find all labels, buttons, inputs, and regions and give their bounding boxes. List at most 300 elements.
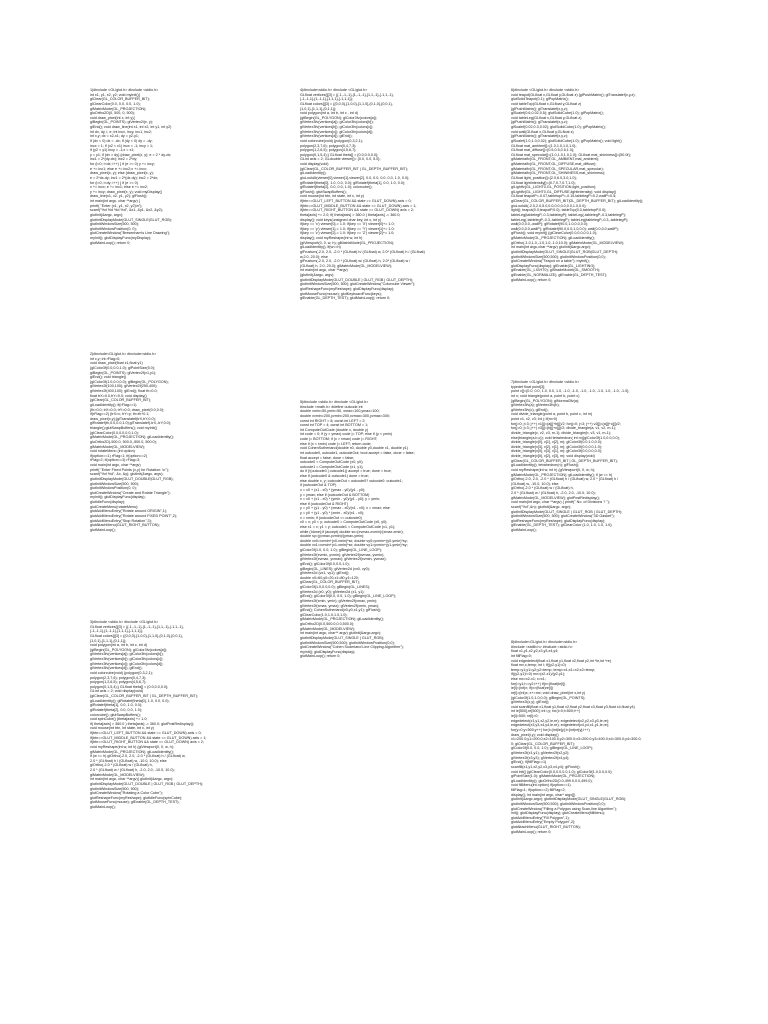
- code-line: divide_triangle(v[3], v[2], v[1], m); glColor3f(0.0,0.0,1.0);: [511, 444, 602, 449]
- code-line: if(btn==GLUT_RIGHT_BUTTON && state == GLUT_DOWN) axis = 2;: [300, 208, 414, 213]
- code-line: void tableLeg(GLfloat x,GLfloat y,GLfloat z): [511, 115, 582, 120]
- code-line: gluOrtho2D(0, 500, 0, 500);: [90, 111, 135, 116]
- code-line: typedef float point[3];: [511, 384, 546, 389]
- code-line: 2.0 * (GLfloat) w / (GLfloat) h, -2.0, 2.0, -10.0, 10.0);: [90, 768, 175, 772]
- code-line: glLoadIdentity(); if(rFlag==1): [90, 402, 137, 407]
- code-line: for(j=0; j<3; j++) v1[j]=(a[j]+b[j])/2; for(j=0; j<3; j++) v2[j]=(a[j]+c[j])/2;: [511, 421, 621, 426]
- code-line: void draw_pixel(int x, int y){: [90, 115, 135, 120]
- code-line: glMatrixMode(GL_PROJECTION); glLoadIdentity(); if (w <= h): [511, 472, 613, 477]
- code-line: int dx, dy, i, e; int incx, incy, inc1, inc2;: [90, 129, 152, 134]
- code-line: GLfloat colors[][3] = {{0,0,0},{1,0,0},{1,1,0},{0,1,0},{0,0,1},: [90, 633, 183, 638]
- code-line: int n; void triangle(point a, point b, point c): [511, 393, 580, 398]
- code-line: glEnable(GL_LIGHT0); glShadeModel(GL_SMOOTH);: [511, 268, 600, 273]
- code-line: glVertex2d (x0, y0); glVertex2d (x1, y1);: [300, 589, 365, 594]
- code-line: edgedetect(x3,y3,x4,y4,le,re); edgedetect(x4,y4,x1,y1,le,re);: [511, 723, 610, 728]
- code-line: glOrtho(-2.0 * (GLfloat) w / (GLfloat) h,: [90, 763, 153, 768]
- code-line: glClearColor(1.0,1.0,1.0,1.0);: [300, 612, 348, 617]
- code-line: e = 2*dx-dy; inc1 = 2*(dx-dy); inc2 = 2*dx;: [90, 175, 159, 180]
- code-line: glutMouseFunc(mouse); glutKeyboardFunc(keys);: [300, 291, 382, 296]
- code-line: int ComputeOutCode (double x, double y): [300, 427, 369, 432]
- code-line: glutCreateWindow("Bresenham's Line Drawing");: [90, 231, 171, 236]
- program-3-code-block: [90, 620, 318, 810]
- code-line: {glViewport(0, 0, w, h); glMatrixMode(GL_PROJECTION);: [300, 240, 394, 245]
- code-line: glColor3f(1.0,0.0,0.0); glBegin(GL_LINES);: [300, 585, 371, 589]
- code-line: 2)#include<GL/glut.h> #include<stdio.h>: [90, 352, 157, 356]
- code-line: glVertex3fv(vertices[b]); glColor3fv(colors[c]);: [90, 657, 164, 661]
- code-line: if(rFlag==2) {trX=x; trY=y; th=th+0.1;: [90, 412, 150, 417]
- code-line: void divide_triangle(point a, point b, point c, int m): [511, 412, 593, 417]
- code-line: 2.0 * (GLfloat) h / (GLfloat) w, -10.0, 10.0); else: [90, 758, 167, 763]
- code-line: {glPushMatrix(); glTranslatef(x,y,z);: [511, 106, 568, 111]
- code-line: divide_triangle(v[0], v[3], v[1], m); glColor3f(0.0,0.0,0.0);: [511, 449, 602, 454]
- code-line: glutReshapeFunc(myReshape); glutIdleFunc(spinCube);: [90, 795, 183, 800]
- code-line: glOrtho(-2.0, 2.0, -2.0 * (GLfloat) h / (GLfloat) w, 2.0 * (GLfloat) h /: [511, 477, 619, 482]
- code-line: glMaterialfv(GL_FRONT,GL_DIFFUSE,mat_diffuse);: [511, 162, 597, 166]
- code-line: for(y=0;y<500;y++) for(i=(int)le[y];i<(int)re[y];i++): [511, 727, 590, 732]
- code-line: 7)#include <GL/glut.h> #include <stdio.h>: [511, 380, 580, 384]
- code-line: glVertex3fv(a); glVertex3fv(b);: [511, 403, 560, 408]
- code-line: x = xmin; if (outcodeOut == outcode0): [300, 515, 362, 520]
- code-line: int main(int argc,char **argv) glutInit(&argc,argv);: [511, 245, 591, 250]
- code-line: for(j=0; j<3; j++) v3[j]=(b[j]+c[j])/2; divide_triangle(a, v1, v2, m-1);: [511, 426, 616, 431]
- code-line: glMatrixMode(GL_PROJECTION);: [90, 106, 147, 111]
- code-line: edgedetect(x1,y1,x2,y2,le,re); edgedetect(x2,y2,x3,y3,le,re);: [511, 718, 610, 723]
- code-line: 1)#include <GL/glut.h> #include <stdio.h>: [90, 88, 159, 92]
- code-line: glVertex3fv(vertices[d]); glEnd();: [90, 666, 143, 671]
- code-line: glEnable(GL_DEPTH_TEST); glutMainLoop(); return 0;: [300, 296, 391, 301]
- code-line: glutInitWindowSize(500,500); glutInitWindowPosition(0,0);: [300, 640, 395, 645]
- code-line: glutCreateWindow("Filling a Polygon using Scan-line Algorithm");: [511, 806, 617, 811]
- code-line: void polygon(int a, int b, int c, int d): [90, 643, 147, 648]
- code-line: glRotatef(theta[2], 0.0, 0.0, 1.0); colorcube();: [300, 185, 373, 190]
- code-line: glEnd(); CohenSutherland(x0,y0,x1,y1); glFlush();: [300, 608, 382, 613]
- code-line: fillFlag=1; if(option==2) fillFlag=2;: [511, 788, 566, 792]
- code-line: le[i]=(int)x; if(x>(float)re[i]): [511, 686, 554, 691]
- code-line: else(triangle(a,b,c)); void tetrahedron( int m){glColor3f(1.0,0.0,0.0);: [511, 435, 620, 440]
- code-line: glutAddMenuEntry("Stop Rotation",3);: [90, 518, 152, 523]
- code-line: glClear(GL_COLOR_BUFFER_BIT|GL_DEPTH_BUFFER_BIT); glLoadIdentity();: [511, 199, 644, 203]
- code-line: glColor3f(1.0, 0.0, 1.0); glBegin(GL_LINE_LOOP);: [300, 548, 382, 552]
- code-line: myInit(); glutDisplayFunc(display);: [90, 495, 146, 500]
- code-line: float mx,x,temp; int i; if((y2-y1)<0): [511, 663, 566, 668]
- code-line: void mouse(int btn, int state, int x, int y): [90, 726, 154, 731]
- code-line: int fillFlag=0;: [511, 653, 532, 658]
- code-line: glutAddMenuEntry("Fill Polygon",1);: [511, 815, 570, 820]
- code-line: if(btn==GLUT_LEFT_BUTTON && state == GLUT_DOWN) axis = 0;: [90, 731, 202, 735]
- code-line: if(key == 'y') viewer[1]-= 1.0; if(key == 'Y') viewer[1]+= 1.0;: [300, 226, 395, 231]
- code-line: polygon(2,3,7,6); polygon(0,4,7,3);: [300, 143, 357, 148]
- code-line: glLoadIdentity(); tetrahedron(n); glFlush();: [511, 463, 580, 468]
- code-line: glClear(GL_COLOR_BUFFER_BIT);: [90, 97, 150, 102]
- code-line: void myReshape(int w, int h) {glViewport(0, 0, w, h);: [511, 467, 595, 472]
- code-line: glClearColor(0.0, 0.0, 0.0, 1.0);: [90, 101, 141, 106]
- code-line: if(btn==GLUT_LEFT_BUTTON && state == GLUT_DOWN) axis = 0;: [300, 199, 412, 203]
- program-4-code-block: [300, 88, 528, 301]
- code-line: tableLeg(-tablelegP,-0.3,-tablelegP); tableLeg(tablelegP,-0.3,-tablelegP);: [511, 217, 629, 222]
- code-line: void colorcube(void) {polygon(0,3,2,1);: [90, 670, 153, 675]
- code-line: if( theta[axis] > 360.0 ) theta[axis] -= 360.0; glutPostRedisplay();: [90, 721, 195, 726]
- code-line: display(); void keys(unsigned char key, int x, int y): [300, 217, 382, 222]
- code-line: outcode0 = ComputeOutCode (x0, y0);: [300, 460, 364, 465]
- code-line: if(btn==GLUT_RIGHT_BUTTON && state == GLUT_DOWN) axis = 2;: [90, 740, 204, 745]
- program-1-code-block: [90, 88, 318, 245]
- code-line: if((y2-y1)!=0) mx=(x2-x1)/(y2-y1);: [511, 672, 566, 677]
- code-line: 6)#include <GL/glut.h> #include <stdio.h>: [511, 88, 580, 92]
- code-line: polygon(0,1,5,4);} GLfloat theta[] = {0.0,0.0,0.0};: [300, 152, 379, 157]
- code-line: glRotatef(th,0.0,0.0,1.0);glTranslatef(-trX,-trY,0.0);: [90, 421, 171, 426]
- code-line: glVertex3fv(vertices[c]); glColor3fv(colors[d]);: [300, 129, 374, 134]
- code-line: for (i=0; i<dx; i++) { if (e >= 0) y += incy;: [90, 162, 155, 166]
- code-line: glVertex3fv(vertices[a]); glColor3fv(colors[b]);: [300, 120, 374, 125]
- code-line: #include <math.h> #define outcode int: [300, 404, 363, 409]
- code-line: else mx=x2-x1; x=x1;: [511, 677, 546, 681]
- code-line: glutInitWindowSize(500, 500);: [90, 222, 139, 227]
- code-line: glBegin(GL_POINTS); glVertex2i(x, y);: [90, 120, 153, 125]
- code-line: glLightfv(GL_LIGHT0,GL_POSITION,light_position);: [511, 185, 597, 190]
- code-line: x += incx; e += inc1; else e += inc2;: [90, 185, 149, 190]
- code-line: scanf("%d %d", &x, &y); glutInit(&argc, argv);: [90, 472, 164, 477]
- code-line: #include <stdlib.h> #include <stdio.h>: [511, 644, 573, 649]
- code-line: void init() {glClearColor(0.0,0.0,0.0,1.0); glColor3f(1.0,0.0,0.0);: [511, 769, 613, 774]
- code-line: {glBegin(GL_POLYGON); glColor3fv(colors[a]);: [90, 647, 167, 652]
- code-line: 2.0 * (GLfloat) w / (GLfloat) h, -2.0, 2.0, -10.0, 10.0);: [511, 491, 596, 495]
- code-line: GLint axis = 2; void display(void): [90, 689, 144, 694]
- code-line: else if (outcode0 & outcode1) done = true;: [300, 474, 369, 478]
- code-line: rFlag=2; if(option==3) rFlag=3;: [90, 458, 141, 463]
- code-line: glutAddMenuEntry("Rotate around FIXED POINT",2);: [90, 513, 178, 518]
- code-line: myinit(); glutDisplayFunc(display);: [300, 649, 356, 654]
- code-line: glRotatef(theta[0], 1.0, 0.0, 0.0); glRotatef(theta[1], 0.0, 1.0, 0.0);: [300, 180, 406, 185]
- code-line: {glClear(GL_COLOR_BUFFER_BIT | GL_DEPTH_BUFFER_BIT);: [300, 166, 409, 171]
- code-line: glLoadIdentity(); if(w<=h): [300, 245, 341, 250]
- code-line: else if (outcodeOut & RIGHT): [300, 501, 349, 506]
- code-line: double x0=60,y0=20,x1=80,y1=120;: [300, 575, 359, 580]
- code-line: glVertex3fv(vertices[a]); glColor3fv(colors[b]);: [90, 652, 164, 657]
- code-line: triangle();glutSwapBuffers(); void myInit(): [90, 426, 157, 430]
- code-line: {th=0.0; trX=0.0; trY=0.0; draw_pixel(0.0,0.0);: [90, 407, 165, 412]
- code-line: glutMouseFunc(mouse); glEnable(GL_DEPTH_TEST);: [90, 800, 180, 805]
- code-line: void scanfill(float x1,float y1,float x2,float y2,float x3,float y3,float x4,float y4): [511, 704, 635, 709]
- code-line: int main(int argc, char **argv): [300, 268, 348, 273]
- code-line: void polygon(int a, int b, int c , int d): [300, 111, 359, 116]
- code-line: y = y0 + (y1 - y0) * (xmax - x0)/(x1 - x0); x = xmax; else: [300, 506, 390, 511]
- code-line: int main(int argc, char **argv) {: [90, 199, 141, 203]
- program-6-code-block: [511, 88, 739, 282]
- code-line: wall(0.0,0.0,-wallP); glRotatef(90.0,1.0,0.0,0.0);: [511, 222, 589, 227]
- code-line: if(option==1) rFlag=1; if(option==2): [90, 453, 148, 458]
- code-line: {glPushMatrix(); glTranslatef(x,y,z);: [511, 120, 568, 125]
- code-line: glutReshapeFunc(myReshape); glutDisplayFunc(display);: [511, 518, 606, 523]
- code-line: theta[axis] += 2.0; if( theta[axis] > 360.0 ) theta[axis] -= 360.0;: [300, 212, 401, 217]
- code-line: glVertex3fv(c); glEnd();: [511, 407, 549, 412]
- code-line: {glColor3f(1.0,0.0,0.0); glBegin(GL_POLYGON);: [90, 379, 169, 384]
- code-line: 5)#include <stdio.h> #include <GL/glut.h>: [300, 400, 369, 404]
- code-line: glutInitWindowSize(500, 500);: [90, 786, 139, 791]
- code-line: glutInitDisplayMode(GLUT_DOUBLE|GLUT_RGB);: [90, 476, 174, 481]
- code-line: glutCreateWindow("Cohen Suderland Line Clipping Algorithm");: [300, 645, 404, 650]
- code-line: if(btn==GLUT_MIDDLE_BUTTON && state == GLUT_DOWN) axis = 1;: [90, 735, 207, 740]
- code-line: polygon(1,2,6,5); polygon(4,5,6,7);: [300, 148, 357, 153]
- code-line: draw_line(x1, x2, y1, y2); glFlush();: [90, 194, 148, 199]
- code-line: glEnd(); if(fillFlag==1): [511, 760, 547, 765]
- code-line: glVertex2d (vx1, vy1); glEnd();: [300, 571, 350, 576]
- code-line: glutInit(&argc,argv); glutInitDisplayMode(GLUT_SINGLE|GLUT_RGB);: [511, 797, 627, 802]
- code-line: x = x0 + (x1 - x0) * (ymax - y0)/(y1 - y0);: [300, 487, 366, 492]
- code-line: for(i=y1;i<=y2;i++) if(x<(float)le[i]): [511, 681, 566, 686]
- code-line: (GLfloat) w, -10.0, 10.0); else: [511, 481, 559, 486]
- code-line: void mouse(int btn, int state, int x, int y): [300, 194, 364, 199]
- code-line: glutInitWindowPosition(0, 0);: [90, 226, 137, 231]
- code-line: draw_pixel(x,y);}glTranslatef(trX,trY,0.0);: [90, 416, 156, 421]
- code-line: int code = 0; if (y > ymax) code |= TOP; else if (y < ymin): [300, 432, 393, 437]
- code-line: void teapot(GLfloat x,GLfloat y,GLfloat z) {glPushMatrix(); glTranslatef(x,y,z);: [511, 92, 636, 97]
- code-line: GLfloat mat_ambient[]={1.0,1.0,1.0,1.0};: [511, 143, 577, 148]
- code-line: glutInitDisplayMode(GLUT_DOUBLE | GLUT_RGB | GLUT_DEPTH);: [90, 781, 203, 786]
- code-line: glPointSize(1.0); glMatrixMode(GL_PROJECTION);: [511, 774, 596, 779]
- code-line: void wall(GLfloat x,GLfloat y,GLfloat z): [511, 129, 574, 134]
- code-line: y = y0 + (y1 - y0) * (xmin - x0)/(x1 - x0);: [300, 511, 365, 515]
- code-line: const int TOP = 4; const int BOTTOM = 1;: [300, 423, 369, 428]
- code-line: glFrustum(-2.0, 2.0, -2.0 * (GLfloat) w/ (GLfloat) h, 2.0* (GLfloat) w /: [300, 259, 411, 264]
- code-line: const int RIGHT = 8; const int LEFT = 2;: [300, 418, 366, 423]
- code-line: if(key == 'x') viewer[0]-= 1.0; if(key == 'X') viewer[0]+= 1.0;: [300, 222, 395, 227]
- code-line: while (!done);if (accept) double sx=(xvmax-xvmin)/(xmax-xmin);: [300, 529, 404, 534]
- code-line: scanfill(x1,y1,x2,y2,x3,y3,x4,y4); glFlush();: [511, 764, 581, 769]
- code-line: {glClearColor(0.0,0.0,0.0,1.0);: [90, 430, 139, 435]
- code-line: display(); void myReshape(int w, int h): [300, 236, 363, 240]
- code-line: {glPushMatrix(); glTranslatef(x,y,z);: [511, 134, 568, 139]
- code-line: {glColor3f(1.0,1.0,0.0); glBegin(GL_POINTS);: [511, 695, 586, 700]
- code-line: float trX=0.0,trY=0.0; void display(): [90, 393, 147, 398]
- code-line: int le[500],re[500]; int i,y; for(i=0;i<500;i++): [511, 709, 581, 714]
- code-line: glutIdleFunc(display);: [90, 500, 126, 504]
- code-line: code |= BOTTOM; if (x > xmax) code |= RIGHT;: [300, 437, 378, 441]
- code-line: {glColor3f(0.0,0.0,1.0); glPointSize(5.0);: [90, 365, 155, 370]
- code-line: {glutInit(&argc, argv);: [300, 273, 335, 277]
- code-line: if (y2 < y1) incy = -1;x = x1;: [90, 148, 135, 153]
- code-line: {glClear(GL_COLOR_BUFFER_BIT);: [90, 398, 152, 403]
- code-line: {1,0,1},{1,1,1},{0,1,1}};: [90, 638, 127, 643]
- code-line: do if (!(outcode0 | outcode1)) accept = true; done = true;: [300, 469, 392, 474]
- code-line: void colorcube(void) {polygon(0,3,2,1);: [300, 138, 363, 143]
- code-line: glutAddMenuEntry("Empty Polygon",2);: [511, 820, 576, 825]
- code-line: glEnable(GL_DEPTH_TEST); glClearColor (1.0, 1.0, 1.0, 1.0);: [511, 523, 613, 528]
- code-line: int main(int argc, char** argv) glutInit(&argc,argv);: [300, 631, 381, 636]
- code-line: divide_triangle(v[0], v[2], v[3], m); void display(void): [511, 454, 595, 458]
- code-line: glutCreateWindow("Rotating a Color Cube");: [90, 791, 163, 796]
- code-line: x = x0 + (x1 - x0) * (ymin - y0)/(y1 - y0); y = ymin;: [300, 497, 381, 502]
- code-line: glutMainLoop();: [90, 527, 116, 532]
- code-line: GLfloat mat_specular[]={1.0,1.0,1.0,1.0}; GLfloat mat_shininess[]={50.0f};: [511, 152, 631, 157]
- code-line: gluOrtho2D(-500.0, 500.0,-500.0, 500.0);: [90, 439, 157, 444]
- code-line: glVertex2f(xvmin, yvmin); glVertex2f(xvmax, yvmin);: [300, 552, 385, 557]
- code-line: glutInitWindowSize(500,500); glutInitWindowPosition(0,0);: [511, 801, 606, 806]
- code-line: double xvmin=200,yvmin=200,xvmax=300,yvmax=300;: [300, 413, 390, 418]
- code-line: glutCreateWindow("Teapot on a table"); myinit();: [511, 259, 590, 264]
- code-line: glScalef(0.6,0.02,0.5); glutSolidCube(1.0); glPopMatrix();: [511, 111, 604, 116]
- code-line: for (i=0; i<dy; i++) { if (e >= 0): [90, 180, 138, 185]
- code-line: void display(void): [300, 162, 329, 166]
- code-line: glutInitDisplayMode(GLUT_SINGLE|GLUT_RGB);: [90, 217, 172, 222]
- code-line: glLoadIdentity(); glRotatef(theta[0], 1.0, 0.0, 0.0);: [90, 698, 170, 703]
- code-line: glClear(GL_COLOR_BUFFER_BIT | GL_DEPTH_BUFFER_BIT);: [511, 458, 618, 463]
- code-line: int x1, y1, x2, y2; void myInit(){: [90, 92, 141, 97]
- code-line: glOrtho(-1.0,1.0,-1.0,1.0,-1.0,10.0); glMatrixMode(GL_MODELVIEW);: [511, 240, 625, 245]
- code-line: {1,0,1},{1,1,1},{0,1,1}};: [300, 106, 337, 111]
- code-line: temp=y1;y1=y2;y2=temp; temp=x1;x1=x2;x2=temp;: [511, 667, 596, 672]
- code-line: glutInitDisplayMode(GLUT_SINGLE | GLUT_RGB | GLUT_DEPTH);: [511, 509, 623, 514]
- code-line: point v1, v2, v3; int j; if(m>0): [511, 417, 558, 421]
- code-line: glMaterialfv(GL_FRONT,GL_SPECULAR,mat_specular);: [511, 166, 604, 171]
- code-line: init(); glutDisplayFunc(display); glutCreateMenu(fillMenu);: [511, 811, 605, 816]
- code-line: if(btn==GLUT_MIDDLE_BUTTON && state == GLUT_DOWN) axis = 1;: [300, 203, 417, 208]
- code-line: 3)#include <stdio.h> #include <GL/glut.h>: [90, 620, 159, 624]
- code-line: glutInitWindowSize(500, 500); glutCreateWindow("Colorcube Viewer");: [300, 282, 416, 287]
- program-2-code-block: [90, 352, 318, 532]
- code-line: glFlush(); void myinit() {glClearColor(0.0,0.0,0.0,1.0);: [511, 231, 598, 236]
- code-line: glScalef(1.0,1.0,0.02); glutSolidCube(1.0); glPopMatrix(); void light(): [511, 138, 622, 143]
- code-line: void rotateMenu (int option): [90, 449, 135, 454]
- code-line: divide_triangle(v[0], v[1], v[2], m); glColor3f(0.0,1.0,0.0);: [511, 440, 602, 445]
- code-line: glutReshapeFunc(myReshape); glutDisplayFunc(display);: [300, 286, 395, 291]
- code-line: glutAttachMenu(GLUT_RIGHT_BUTTON);: [511, 825, 581, 829]
- code-line: w,2.0, 20.0); else: [300, 254, 328, 259]
- code-line: glScalef(0.02,0.3,0.02); glutSolidCube(1.0); glPopMatrix();: [511, 125, 606, 129]
- code-line: glutMainLoop(); return 0;: [511, 829, 552, 834]
- code-line: glEnd(); glColor3f(0.0,0.0,1.0);: [300, 561, 350, 566]
- code-line: polygon(2,3,7,6); polygon(0,4,7,3);: [90, 675, 147, 680]
- code-line: void tableTop(GLfloat x,GLfloat y,GLfloat z): [511, 101, 582, 106]
- code-line: draw_pixel(x, y); else {draw_pixel(x, y);: [90, 171, 154, 176]
- code-line: if (dx < 0) dx = -dx; if (dy < 0) dy = -dy;: [90, 138, 153, 143]
- code-line: glEnd(); void draw_line(int x1, int x2, int y1, int y2): [90, 125, 172, 129]
- code-line: incx = 1; if (x2 < x1) incx = -1; incy = 1;: [90, 143, 154, 148]
- code-line: glutAddMenuEntry("Rotate around ORIGIN",1);: [90, 509, 168, 514]
- code-line: light(); teapot(0.0,teapotP,0.0); tableTop(0.0,tabletopP,0.0);: [511, 208, 607, 213]
- code-line: glutSolidTeapot(0.1); glPopMatrix();: [511, 97, 569, 102]
- code-line: glRotatef(theta[2], 0.0, 0.0, 1.0);: [90, 707, 143, 712]
- code-line: glutDisplayFunc(display); glEnable(GL_LIGHTING);: [511, 263, 596, 268]
- code-line: void edgedetect(float x1,float y1,float x2,float y2,int *le,int *re): [511, 658, 612, 663]
- code-line: gluLookAt(-2.0,2.0,5.0,0.0,0.0,0.0,0.0,1.0,0.0);: [511, 203, 587, 208]
- code-line: wall(0.0,0.0,wallP); glRotatef(90.0,0.0,1.0,0.0); wall(0.0,0.0,wallP);: [511, 226, 619, 231]
- code-line: int outcode0, outcode1, outcodeOut; bool accept = false, done = false;: [300, 450, 415, 455]
- code-line: glutInitWindowSize(500, 500);: [90, 481, 139, 486]
- code-line: void myReshape(int w, int h) {glViewport(0, 0, w, h);: [90, 744, 174, 749]
- code-line: glVertex2f(400,100); glEnd(); float th=0.0;: [90, 389, 158, 393]
- code-line: else x1 = x; y1 = y; outcode1 = ComputeOutCode (x1, y1);: [300, 524, 396, 529]
- code-line: y += incy; draw_pixel(x, y); void myDisplay(): [90, 189, 162, 194]
- code-line: glBegin(GL_LINES); glVertex2d (vx0, vy0);: [300, 566, 370, 571]
- code-line: glColor3f(0.0, 0.0, 1.0); glBegin(GL_LINE_LOOP);: [511, 746, 593, 751]
- code-line: glutInitWindowPosition(0, 0);: [90, 486, 137, 491]
- code-line: divide_triangle(c, v2, v3, m-1); divide_triangle(b, v3, v1, m-1);: [511, 430, 612, 435]
- code-line: if (w <= h) glOrtho(-2.0, 2.0, -2.0 * (GLfloat) h / (GLfloat) w,: [90, 754, 186, 759]
- code-line: float x1,y1,x2,y2,x3,y3,x4,y4;: [511, 649, 559, 654]
- code-line: void spinCube() {theta[axis] += 1.0;: [90, 717, 148, 722]
- code-line: glutCreateWindow("Create and Rotate Triangle");: [90, 490, 171, 495]
- code-line: polygon(0,1,5,4);} GLfloat theta[] = {0.0,0.0,0.0};: [90, 684, 169, 689]
- code-line: 4)#include<stdio.h> #include <GL/glut.h>: [300, 88, 368, 92]
- code-line: display(); int main(int argc, char* argv[]): [511, 792, 576, 797]
- code-line: glMatrixMode(GL_PROJECTION); glLoadIdentity();: [300, 617, 384, 622]
- code-line: glutMainLoop();: [90, 805, 116, 809]
- code-line: GLfloat lightIntensity[]={0.7,0.7,0.7,1.0};: [511, 180, 576, 185]
- code-line: 8)#include<GL/glut.h> #include<stdio.h>: [511, 640, 578, 644]
- code-line: glMatrixMode(GL_MODELVIEW);: [300, 626, 355, 631]
- code-line: glMatrixMode(GL_MODELVIEW);: [90, 444, 145, 449]
- code-line: glRotatef(theta[1], 0.0, 1.0, 0.0);: [90, 703, 143, 708]
- code-line: {glBegin(GL_POLYGON); glColor3fv(colors[a]);: [300, 115, 377, 120]
- code-line: (GLfloat) h, 2.0, 20.0); glMatrixMode(GL_MODELVIEW);: [300, 263, 392, 268]
- code-line: glVertex3fv(vertices[c]); glColor3fv(colors[d]);: [90, 661, 164, 666]
- code-line: glutInitWindowSize(500, 500); glutCreateWindow("3D Gasket");: [511, 514, 615, 519]
- code-line: GLfloat vertices[][3] = {{-1,-1,-1},{1,-1,-1},{1,1,-1},{-1,1,-1},: [300, 92, 394, 97]
- code-line: glutMainLoop(); return 0;: [90, 240, 131, 245]
- code-line: glEnable(GL_NORMALIZE); glEnable(GL_DEPTH_TEST);: [511, 273, 608, 277]
- code-line: glVertex2f(x3,y3); glVertex2f(x4,y4);: [511, 755, 570, 760]
- code-line: glutInitDisplayMode(GLUT_SINGLE|GLUT_RGB|GLUT_DEPTH);: [511, 249, 619, 254]
- code-line: glVertex2f(xmin, ymin); glVertex2f(xmax, ymin);: [300, 598, 378, 603]
- code-line: colorcube(); glutSwapBuffers();: [90, 712, 141, 717]
- code-line: double vx0=xvmin+(x0-xmin)*sx; double vy0=yvmin+(y0-ymin)*sy;: [300, 538, 408, 543]
- code-line: void draw_pixel(float x1,float y1): [90, 361, 143, 366]
- code-line: glutMainLoop(); return 0;: [300, 654, 341, 659]
- code-line: tableLeg(tablelegP,-0.3,tablelegP); tableLeg(-tablelegP,-0.3,tablelegP);: [511, 212, 626, 217]
- code-line: glBegin(GL_POINTS); glVertex2f(x1,y1);: [90, 370, 157, 375]
- code-line: GLfloat light_position[]={2.0,6.0,3.0,1.0};: [511, 175, 577, 180]
- code-line: glFrustum(-2.0, 2.0, -2.0 * (GLfloat) h/ (GLfloat) w, 2.0* (GLfloat) h / (GLfloat): [300, 249, 425, 254]
- code-line: glMaterialfv(GL_FRONT,GL_SHININESS,mat_shininess);: [511, 171, 606, 176]
- program-8-code-block: [511, 640, 739, 834]
- code-line: int x,y; dx = x2-x1; dy = y2-y1;: [90, 134, 139, 139]
- code-line: glFlush(); glutSwapBuffers();: [300, 189, 347, 194]
- code-line: void main(int argc, char **argv) { printf(" No. of Divisions ? ");: [511, 500, 610, 505]
- code-line: glVertex2f(xvmax, yvmax); glVertex2f(xvmin, yvmax);: [300, 557, 387, 562]
- code-line: glMatrixMode(GL_MODELVIEW); glutPostRedisplay();: [511, 495, 600, 500]
- code-line: point v[]={0.0, 0.0, 1.0, 0.0, 1.0, -1.0, -1.0, -1.0, -1.0, -1.0, 1.0, -1.0, -1.0};: [511, 389, 630, 394]
- code-line: gluLookAt(viewer[0],viewer[1],viewer[2], 0.0, 0.0, 0.0, 0.0, 1.0, 0.0);: [300, 175, 410, 180]
- code-line: glVertex2f(xmax, ymax); glVertex2f(xmin, ymax);: [300, 603, 380, 608]
- code-line: scanf("%d",&n); glutInit(&argc, argv);: [511, 504, 572, 509]
- code-line: glutMainLoop(); return 0;: [511, 277, 552, 282]
- code-line: if (outcodeOut & TOP): [300, 483, 337, 488]
- code-line: int x,y; int rFlag=0;: [90, 356, 121, 361]
- code-line: double sy=(yvmax-yvmin)/(ymax-ymin);: [300, 534, 365, 539]
- code-line: glutInitDisplayMode(GLUT_SINGLE | GLUT_RGB);: [300, 635, 384, 640]
- code-line: glMaterialfv(GL_FRONT,GL_AMBIENT,mat_ambient);: [511, 157, 599, 162]
- code-line: glutInit(&argc, argv);: [90, 212, 124, 217]
- code-line: GLfloat colors[][3] = {{0,0,0},{1,0,0},{1,1,0},{0,1,0},{0,0,1},: [300, 101, 393, 106]
- code-line: glOrtho(-2.0 * (GLfloat) w / (GLfloat) h,: [511, 486, 574, 491]
- code-line: {glClear(GL_COLOR_BUFFER_BIT | GL_DEPTH_BUFFER_BIT);: [90, 694, 199, 698]
- code-line: 0; glClear(GL_COLOR_BUFFER_BIT);: [511, 741, 575, 746]
- code-line: double vx1=xvmin+(x1-xmin)*sx; double vy1=yvmin+(y1-ymin)*sy;: [300, 543, 408, 548]
- code-line: double xmin=50,ymin=50, xmax=100,ymax=100;: [300, 409, 380, 414]
- code-line: else if (x < xmin) code |= LEFT; return code;: [300, 441, 372, 446]
- code-line: glutMainLoop();: [511, 528, 537, 532]
- code-line: glMatrixMode(GL_PROJECTION); glLoadIdentity();: [90, 435, 174, 440]
- code-line: glClear(GL_COLOR_BUFFER_BIT);: [300, 580, 360, 585]
- code-line: glEnd(); void triangle(): [90, 375, 127, 380]
- code-line: void CohenSutherland(double x0, double y0,double x1, double y1): [300, 446, 409, 451]
- code-line: le[i]=500; re[i]=0;: [511, 714, 539, 718]
- program-5-code-block: [300, 400, 528, 659]
- code-line: glLoadIdentity(); gluOrtho2D(0.0,499.0,0.0,499.0);: [511, 778, 593, 783]
- code-line: glVertex2i(x,y); glEnd();: [511, 700, 550, 705]
- code-line: void main(int argc, char **argv): [90, 463, 141, 467]
- code-line: glMatrixMode(GL_PROJECTION); glLoadIdentity();: [511, 236, 595, 240]
